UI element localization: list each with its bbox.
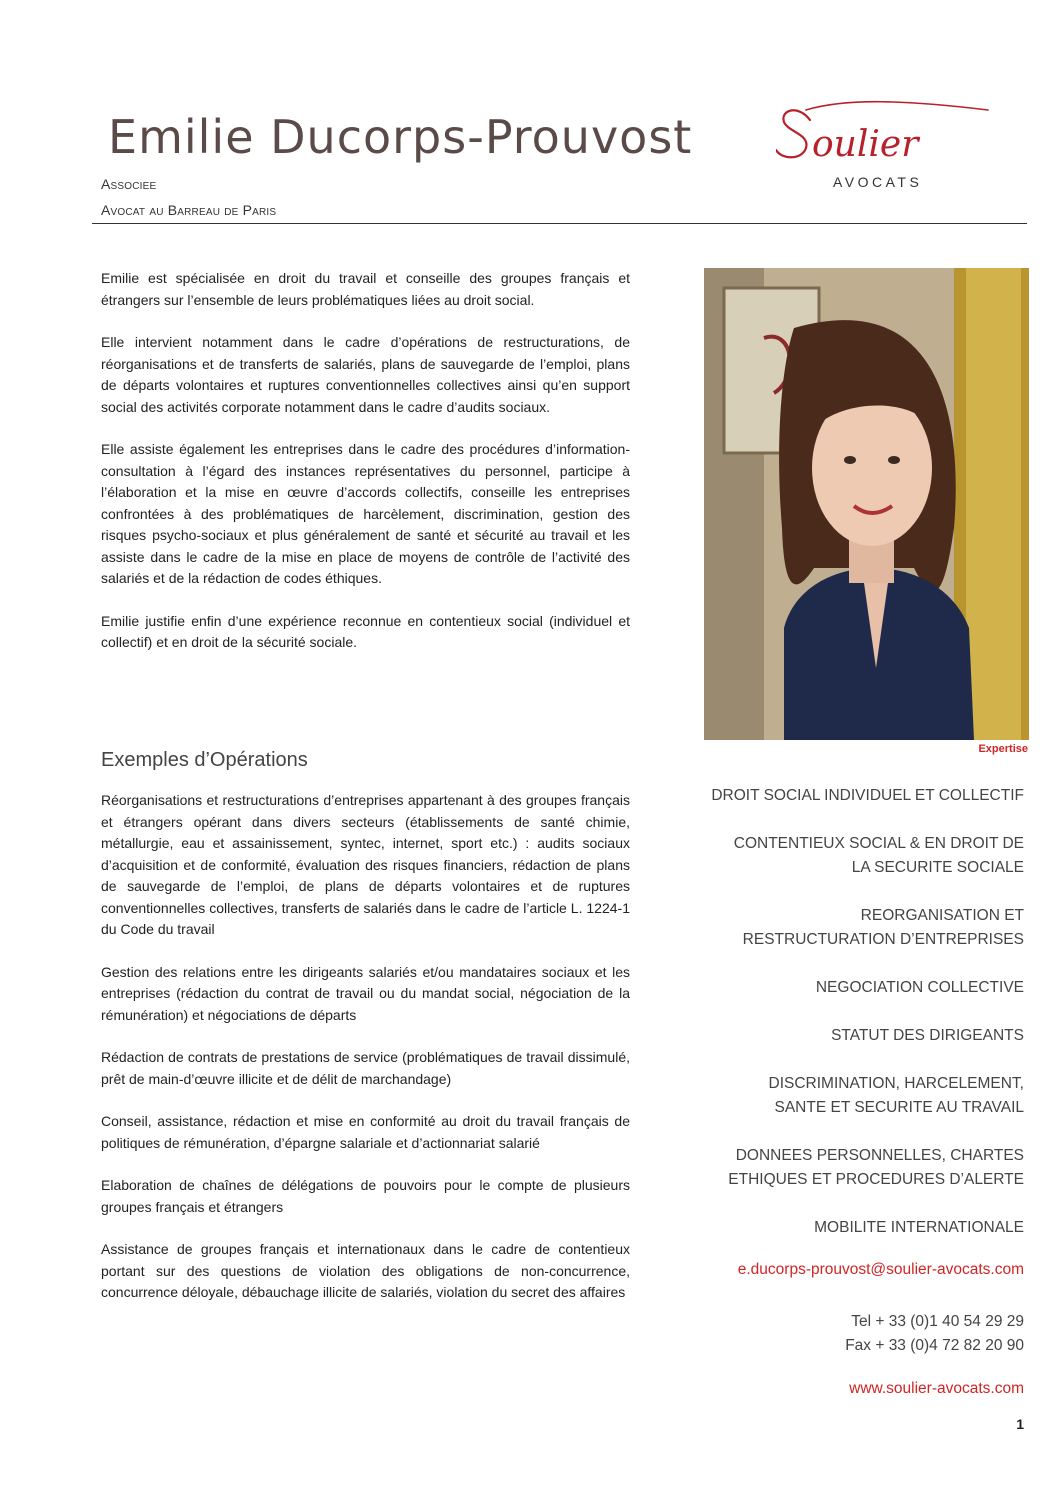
- phone-block: [660, 1310, 1024, 1358]
- fax: Fax + 33 (0)4 72 82 20 90: [845, 1337, 1024, 1354]
- section-title: Exemples d’Opérations: [101, 749, 308, 771]
- job-title: Associee: [101, 176, 157, 192]
- portrait-photo: [704, 268, 1029, 740]
- person-name: Emilie Ducorps-Prouvost: [108, 110, 693, 164]
- page-number: 1: [1016, 1416, 1024, 1432]
- soulier-logo: [776, 98, 996, 193]
- email-link[interactable]: e.ducorps-prouvost@soulier-avocats.com: [737, 1261, 1024, 1278]
- photo-caption: Expertise: [978, 743, 1028, 755]
- expertise-item: [660, 904, 1024, 952]
- expertise-line: ETHIQUES ET PROCEDURES D’ALERTE: [728, 1171, 1024, 1188]
- telephone: Tel + 33 (0)1 40 54 29 29: [851, 1313, 1024, 1330]
- bio-paragraph: Elle assiste également les entreprises dans le cadre des procédures d’information-consultation à l’égard des instances représentatives du personnel, participe à l’élaboration et la mise en œuvre d’accords collectifs, conseille les entreprises confrontées à des problématiques de harcèlement, discrimination, gestion des risques psycho-sociaux et plus généralement de santé et sécurité au travail et les assiste dans le cadre de la mise en place de moyens de contrôle de l’activité des salariés et de la rédaction de codes éthiques.: [101, 441, 630, 586]
- expertise-line: DISCRIMINATION, HARCELEMENT,: [768, 1075, 1024, 1092]
- expertise-item: [660, 1144, 1024, 1192]
- logo-subtitle: AVOCATS: [833, 174, 923, 190]
- expertise-line: REORGANISATION ET: [860, 907, 1024, 924]
- operation-item: Réorganisations et restructurations d’entreprises appartenant à des groupes français et étrangers opérant dans divers secteurs (établissements de santé chimie, métallurgie, eau et assainissement, syntec, internet, sport etc.) : audits sociaux d’acquisition et de conformité, évaluation des risques financiers, rédaction de plans de sauvegarde de l’emploi, de plans de départs volontaires et de ruptures conventionnelles collectives, transferts de salariés dans le cadre de l’article L. 1224-1 du Code du travail: [101, 792, 630, 937]
- expertise-item: [660, 1024, 1024, 1048]
- operation-item: Conseil, assistance, rédaction et mise en conformité au droit du travail français de politiques de rémunération, d’épargne salariale et d’actionnariat salarié: [101, 1113, 630, 1151]
- expertise-line: DONNEES PERSONNELLES, CHARTES: [735, 1147, 1024, 1164]
- expertise-line: SANTE ET SECURITE AU TRAVAIL: [774, 1099, 1024, 1116]
- expertise-item: [660, 976, 1024, 1000]
- portrait-illustration: [704, 268, 1029, 740]
- expertise-line: CONTENTIEUX SOCIAL & EN DROIT DE: [733, 835, 1024, 852]
- header-divider: [92, 223, 1027, 224]
- bio-paragraph: Emilie est spécialisée en droit du travail et conseille des groupes français et étrangers sur l’ensemble de leurs problématiques liées au droit social.: [101, 270, 630, 308]
- soulier-script-logo: [776, 98, 996, 178]
- expertise-item: [660, 1216, 1024, 1240]
- website-link[interactable]: www.soulier-avocats.com: [849, 1380, 1024, 1397]
- operations-list: [101, 790, 630, 1325]
- expertise-line: MOBILITE INTERNATIONALE: [814, 1219, 1024, 1236]
- expertise-item: [660, 784, 1024, 808]
- expertise-item: [660, 1072, 1024, 1120]
- expertise-line: DROIT SOCIAL INDIVIDUEL ET COLLECTIF: [711, 787, 1024, 804]
- expertise-line: LA SECURITE SOCIALE: [851, 859, 1024, 876]
- operation-item: Elaboration de chaînes de délégations de pouvoirs pour le compte de plusieurs groupes français et étrangers: [101, 1177, 630, 1215]
- bio-paragraph: Elle intervient notamment dans le cadre d’opérations de restructurations, de réorganisations et de transferts de salariés, plans de sauvegarde de l’emploi, plans de départs volontaires et ruptures conventionnelles collectives ainsi qu’en support social des activités corporate notamment dans le cadre d’audits sociaux.: [101, 334, 630, 415]
- operation-item: Gestion des relations entre les dirigeants salariés et/ou mandataires sociaux et les entreprises (rédaction du contrat de travail ou du mandat social, négociation de la rémunération) et négociations de départs: [101, 963, 630, 1023]
- expertise-list: [660, 784, 1024, 1264]
- expertise-line: STATUT DES DIRIGEANTS: [831, 1027, 1024, 1044]
- operation-item: Rédaction de contrats de prestations de service (problématiques de travail dissimulé, prêt de main-d’œuvre illicite et de délit de marchandage): [101, 1049, 630, 1087]
- bio-paragraph: Emilie justifie enfin d’une expérience reconnue en contentieux social (individuel et collectif) et en droit de la sécurité sociale.: [101, 612, 630, 650]
- svg-text:oulier: oulier: [812, 124, 919, 165]
- expertise-line: RESTRUCTURATION D’ENTREPRISES: [742, 931, 1024, 948]
- operation-item: Assistance de groupes français et internationaux dans le cadre de contentieux portant sur des questions de violation des obligations de non-concurrence, concurrence déloyale, débauchage illicite de salariés, violation du secret des affaires: [101, 1241, 630, 1300]
- biography: [101, 268, 630, 675]
- bar-membership: Avocat au Barreau de Paris: [101, 202, 277, 218]
- expertise-line: NEGOCIATION COLLECTIVE: [815, 979, 1024, 996]
- expertise-item: [660, 832, 1024, 880]
